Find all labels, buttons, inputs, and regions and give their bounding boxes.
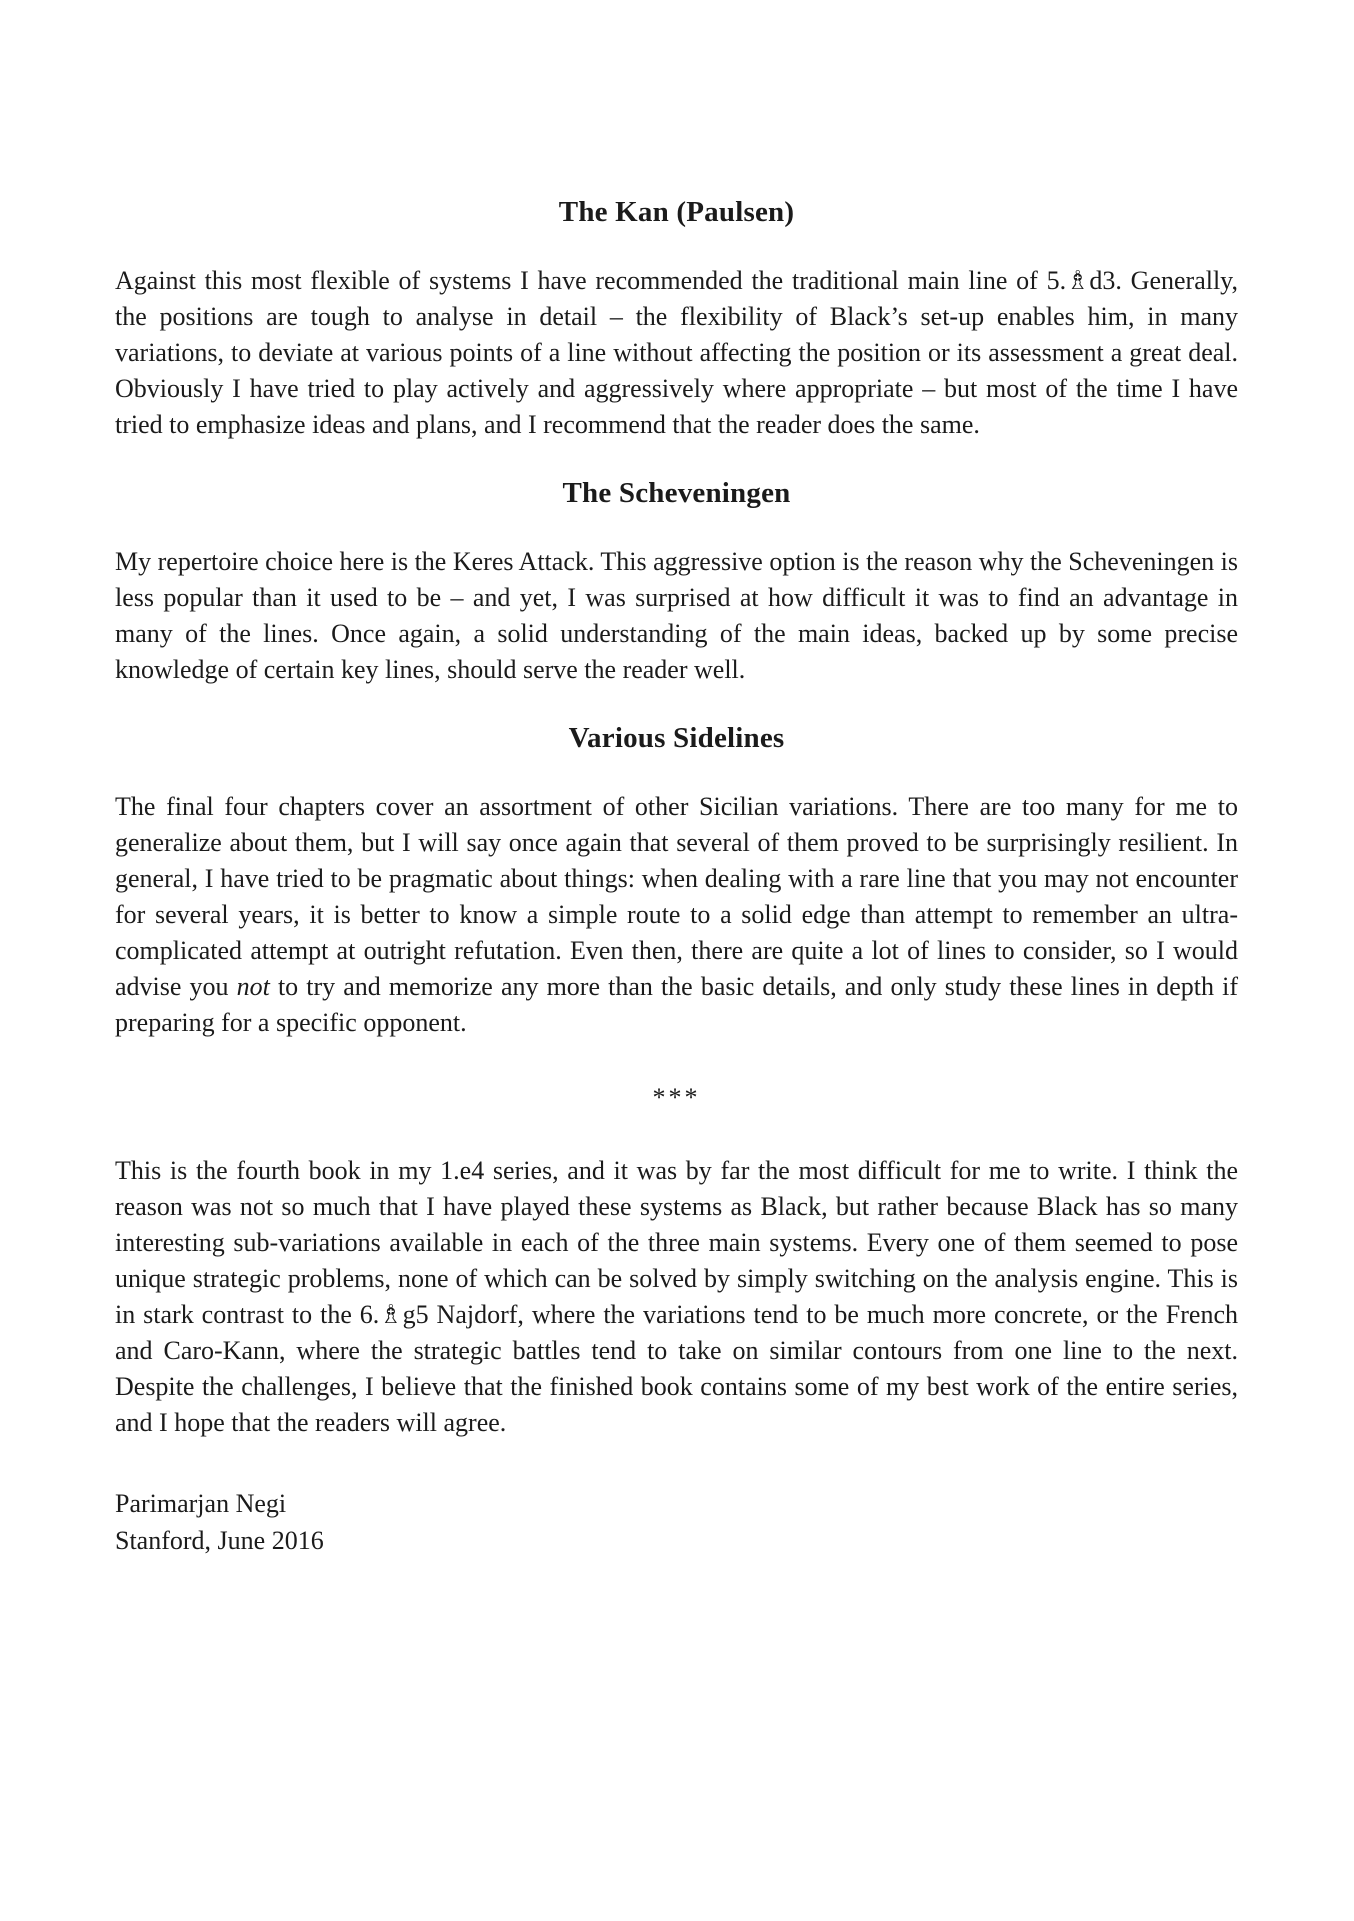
signature-author-name: Parimarjan Negi [115, 1489, 287, 1518]
paragraph-various-sidelines-text-end: to try and memorize any more than the basic details, and only study these lines in depth if preparing for a specific opponent. [115, 972, 1238, 1037]
paragraph-closing: This is the fourth book in my 1.e4 series, and it was by far the most difficult for me to write. I think the reason was not so much that I have played these systems as Black, but rather because Black has so many interesting sub-variations available in each of the three main systems. Every one of them seemed to pose unique strategic problems, none of which can be solved by simply switching on the analysis engine. This is in stark contrast to the 6.♗g5 Najdorf, where the variations tend to be much more concrete, or the French and Caro-Kann, where the strategic battles tend to take on similar contours from one line to the next. Despite the challenges, I believe that the finished book contains some of my best work of the entire series, and I hope that the readers will agree. [115, 1156, 1238, 1437]
section-title-kan-paulsen: The Kan (Paulsen) [558, 196, 795, 228]
asterisk-separator: *** [652, 1083, 701, 1112]
paragraph-scheveningen: My repertoire choice here is the Keres Attack. This aggressive option is the reason why the Scheveningen is less popular than it used to be – and yet, I was surprised at how difficult it was to find an advantage in many of the lines. Once again, a solid understanding of the main ideas, backed up by some precise knowledge of certain key lines, should serve the reader well. [115, 547, 1238, 684]
section-scheveningen [115, 477, 1238, 688]
section-kan-paulsen [115, 196, 1238, 443]
paragraph-kan-paulsen: Against this most flexible of systems I have recommended the traditional main line of 5.♗d3. Generally, the positions are tough to analyse in detail – the flexibility of Black’s set-up enables him, in many variations, to deviate at various points of a line without affecting the position or its assessment a great deal. Obviously I have tried to play actively and aggressively where appropriate – but most of the time I have tried to emphasize ideas and plans, and I recommend that the reader does the same. [115, 266, 1238, 439]
paragraph-various-sidelines-text-start: The final four chapters cover an assortment of other Sicilian variations. There are too many for me to generalize about them, but I will say once again that several of them proved to be surprisingly resilient. In general, I have tried to be pragmatic about things: when dealing with a rare line that you may not encounter for several years, it is better to know a simple route to a solid edge than attempt to remember an ultra-complicated attempt at outright refutation. Even then, there are quite a lot of lines to consider, so I would advise you [115, 792, 1238, 1001]
section-title-various-sidelines: Various Sidelines [568, 722, 785, 754]
section-various-sidelines [115, 722, 1238, 1041]
paragraph-various-sidelines-italic-word: not [236, 972, 270, 1001]
section-title-scheveningen: The Scheveningen [562, 477, 791, 509]
paragraph-various-sidelines [115, 789, 1238, 1041]
signature-place-date: Stanford, June 2016 [115, 1526, 324, 1555]
signature-block [115, 1485, 1238, 1559]
